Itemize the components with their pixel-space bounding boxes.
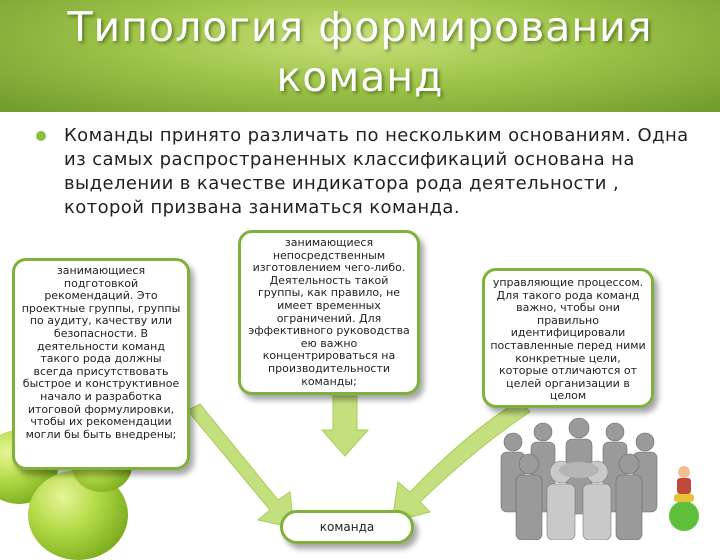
team-label: команда	[319, 520, 375, 534]
team-center-box	[280, 510, 414, 544]
team-type-box-production	[238, 230, 420, 395]
title-line-1: Типология формирования	[67, 3, 653, 51]
arrow-shape	[188, 404, 294, 528]
title-line-2: команд	[276, 53, 444, 101]
box-text: занимающиеся непосредственным изготовлением чего-либо. Деятельность такой группы, как правило, не имеет временных ограничений. Для эффективного руководства ею важно концентрироваться на производительности команды;	[248, 236, 410, 388]
box-text: занимающиеся подготовкой рекомендаций. Это проектные группы, группы по аудиту, качеству или безопасности. В деятельности команд такого рода должны всегда присутствовать быстрое и конструктивное начало и разработка итоговой формулировки, чтобы их рекомендации могли бы быть внедрены;	[21, 264, 181, 441]
team-people-image	[483, 402, 675, 540]
box-text: управляющие процессом. Для такого рода команд важно, чтобы они правильно идентифицировали поставленные перед ними конкретные цели, которые отличаются от целей организации в целом	[490, 276, 646, 403]
team-type-box-management	[482, 268, 654, 408]
intro-paragraph: Команды принято различать по нескольким основаниям. Одна из самых распространенных классификаций основана на выделении в качестве индикатора рода деятельности , которой призвана заниматься команда.	[64, 125, 689, 218]
arrow-shape	[322, 396, 368, 456]
team-type-box-recommendations	[12, 258, 190, 470]
figure-on-ball-image	[664, 462, 704, 532]
